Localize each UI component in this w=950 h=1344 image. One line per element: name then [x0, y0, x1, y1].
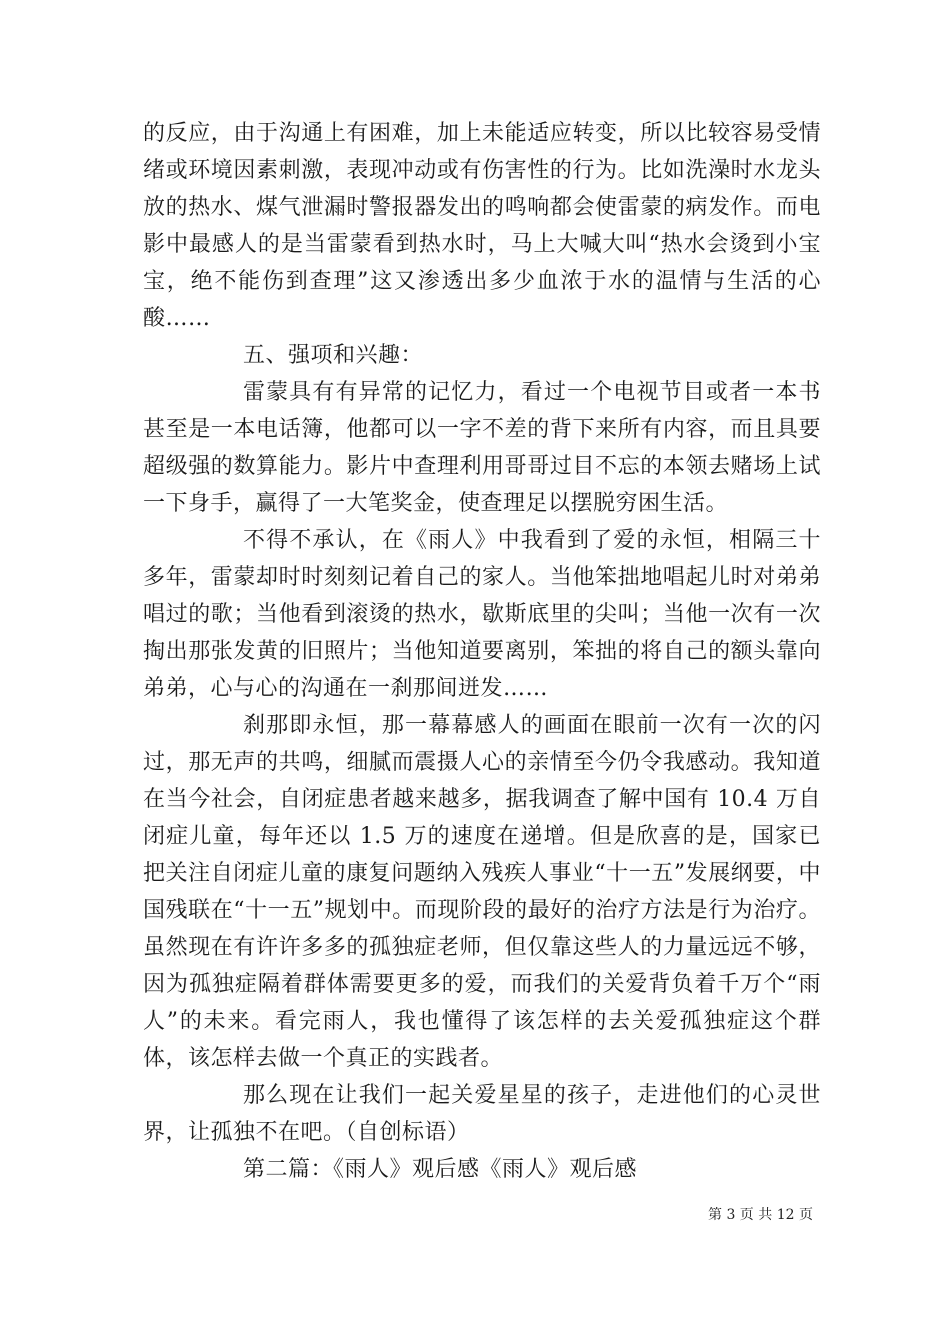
document-body [143, 115, 821, 1188]
paragraph-continuation: 的反应，由于沟通上有困难，加上未能适应转变，所以比较容易受情绪或环境因素刺激，表现冲动或有伤害性的行为。比如洗澡时水龙头放的热水、煤气泄漏时警报器发出的鸣响都会使雷蒙的病发作。而电影中最感人的是当雷蒙看到热水时，马上大喊大叫“热水会烫到小宝宝，绝不能伤到查理”这又渗透出多少血浓于水的温情与生活的心酸…… [143, 121, 821, 331]
chapter-heading-second: 第二篇：《雨人》观后感《雨人》观后感 [243, 1157, 638, 1182]
paragraph-autism: 刹那即永恒，那一幕幕感人的画面在眼前一次有一次的闪过，那无声的共鸣，细腻而震摄人心的亲情至今仍令我感动。我知道在当今社会，自闭症患者越来越多，据我调查了解中国有 10.4 万自闭症儿童，每年还以 1.5 万的速度在递增。但是欣喜的是，国家已把关注自闭症儿童的康复问题纳入残疾人事业“十一五”发展纲要，中国残联在“十一五”规划中。而现阶段的最好的治疗方法是行为治疗。虽然现在有许许多多的孤独症老师，但仅靠这些人的力量远远不够，因为孤独症隔着群体需要更多的爱，而我们的关爱背负着千万个“雨人”的未来。看完雨人，我也懂得了该怎样的去关爱孤独症这个群体，该怎样去做一个真正的实践者。 [143, 713, 821, 1071]
section-heading-strengths: 五、强项和兴趣： [243, 343, 424, 368]
paragraph-slogan: 那么现在让我们一起关爱星星的孩子，走进他们的心灵世界，让孤独不在吧。（自创标语） [143, 1083, 821, 1145]
paragraph-memory: 雷蒙具有有异常的记忆力，看过一个电视节目或者一本书甚至是一本电话簿，他都可以一字不差的背下来所有内容，而且具要超级强的数算能力。影片中查理利用哥哥过目不忘的本领去赌场上试一下身手，赢得了一大笔奖金，使查理足以摆脱穷困生活。 [143, 380, 821, 516]
page-number: 第 3 页 共 12 页 [708, 1207, 813, 1223]
paragraph-love: 不得不承认，在《雨人》中我看到了爱的永恒，相隔三十多年，雷蒙却时时刻刻记着自己的家人。当他笨拙地唱起儿时对弟弟唱过的歌；当他看到滚烫的热水，歇斯底里的尖叫；当他一次有一次掏出那张发黄的旧照片；当他知道要离别，笨拙的将自己的额头靠向弟弟，心与心的沟通在一刹那间迸发…… [143, 528, 821, 701]
